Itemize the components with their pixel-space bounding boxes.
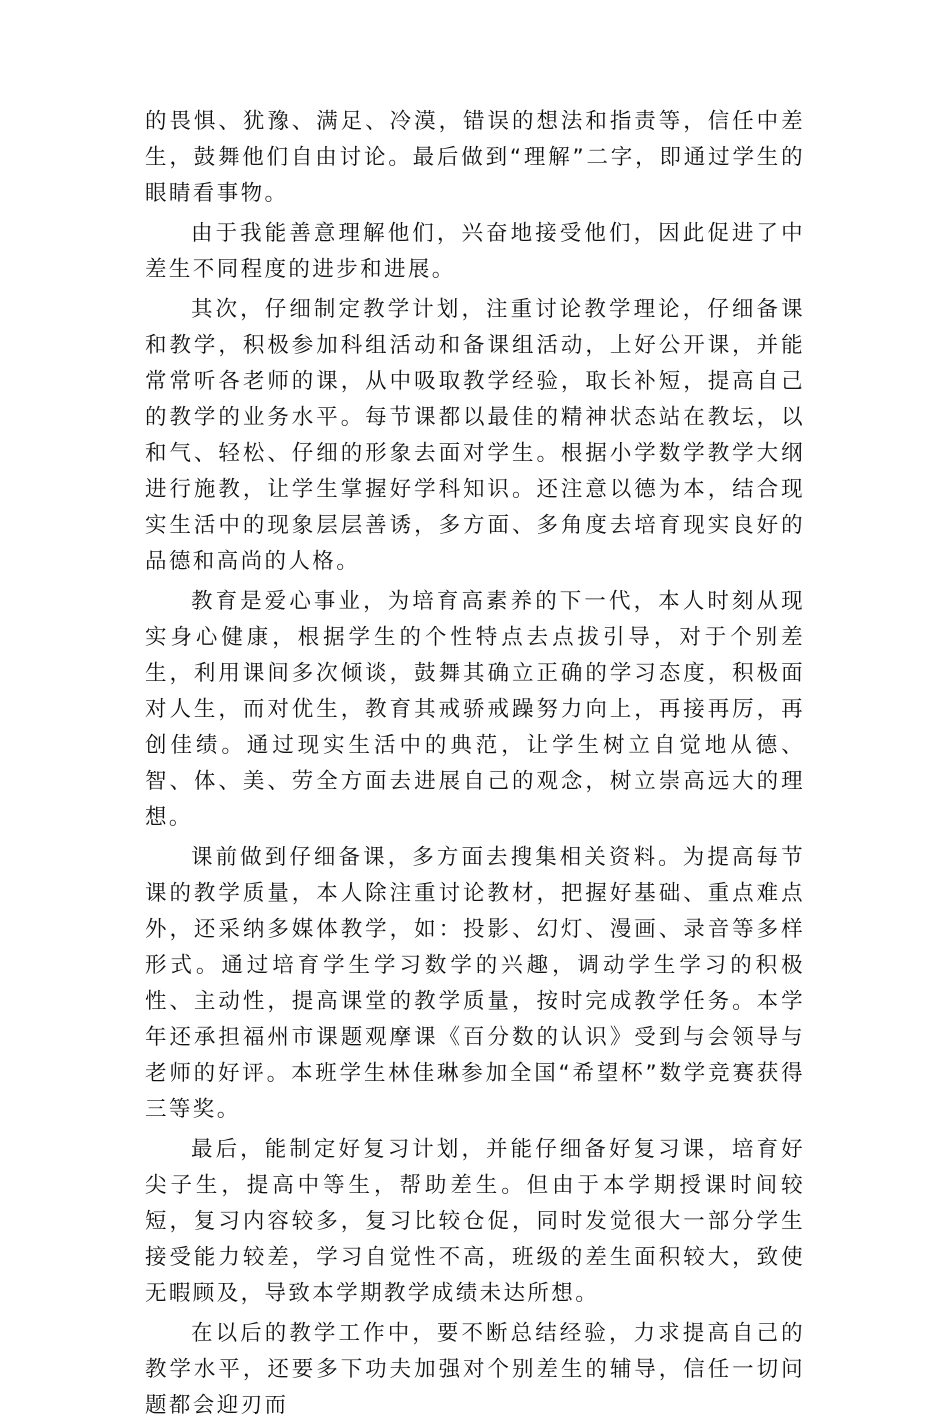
paragraph-2: 由于我能善意理解他们，兴奋地接受他们，因此促进了中差生不同程度的进步和进展。 bbox=[145, 221, 805, 282]
paragraph-1: 的畏惧、犹豫、满足、冷漠，错误的想法和指责等，信任中差生，鼓舞他们自由讨论。最后做到“理解”二字，即通过学生的眼睛看事物。 bbox=[145, 109, 805, 206]
paragraph-4: 教育是爱心事业，为培育高素养的下一代，本人时刻从现实身心健康，根据学生的个性特点去点拔引导，对于个别差生，利用课间多次倾谈，鼓舞其确立正确的学习态度，积极面对人生，而对优生，教育其戒骄戒躁努力向上，再接再厉，再创佳绩。通过现实生活中的典范，让学生树立自觉地从德、智、体、美、劳全方面去进展自己的观念，树立崇高远大的理想。 bbox=[145, 589, 805, 830]
paragraph-3: 其次，仔细制定教学计划，注重讨论教学理论，仔细备课和教学，积极参加科组活动和备课组活动，上好公开课，并能常常听各老师的课，从中吸取教学经验，取长补短，提高自己的教学的业务水平。每节课都以最佳的精神状态站在教坛，以和气、轻松、仔细的形象去面对学生。根据小学数学教学大纲进行施教，让学生掌握好学科知识。还注意以德为本，结合现实生活中的现象层层善诱，多方面、多角度去培育现实良好的品德和高尚的人格。 bbox=[145, 297, 805, 574]
document-body bbox=[145, 104, 805, 1428]
paragraph-5: 课前做到仔细备课，多方面去搜集相关资料。为提高每节课的教学质量，本人除注重讨论教材，把握好基础、重点难点外，还采纳多媒体教学，如：投影、幻灯、漫画、录音等多样形式。通过培育学生学习数学的兴趣，调动学生学习的积极性、主动性，提高课堂的教学质量，按时完成教学任务。本学年还承担福州市课题观摩课《百分数的认识》受到与会领导与老师的好评。本班学生林佳琳参加全国“希望杯”数学竞赛获得三等奖。 bbox=[145, 845, 805, 1122]
paragraph-7: 在以后的教学工作中，要不断总结经验，力求提高自己的教学水平，还要多下功夫加强对个别差生的辅导，信任一切问题都会迎刃而 bbox=[145, 1321, 805, 1418]
paragraph-6: 最后，能制定好复习计划，并能仔细备好复习课，培育好尖子生，提高中等生，帮助差生。但由于本学期授课时间较短，复习内容较多，复习比较仓促，同时发觉很大一部分学生接受能力较差，学习自觉性不高，班级的差生面积较大，致使无暇顾及，导致本学期教学成绩未达所想。 bbox=[145, 1137, 805, 1306]
